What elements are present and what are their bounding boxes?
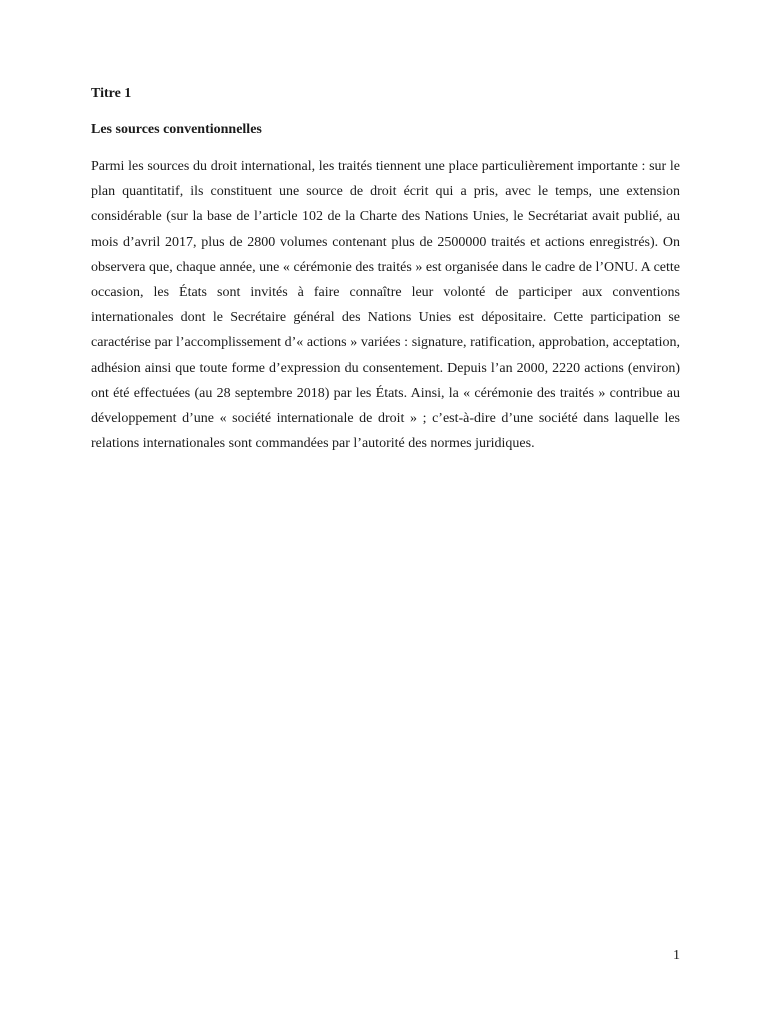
- document-title: Titre 1: [91, 86, 132, 101]
- body-paragraph: Parmi les sources du droit international, les traités tiennent une place particulièrement importante : sur le plan quantitatif, ils constituent une source de droit écrit qui a pris, avec le temps, une extension considérable (sur la base de l’article 102 de la Charte des Nations Unies, le Secrétariat avait publié, au mois d’avril 2017, plus de 2800 volumes contenant plus de 2500000 traités et actions enregistrés). On observera que, chaque année, une « cérémonie des traités » est organisée dans le cadre de l’ONU. A cette occasion, les États sont invités à faire connaître leur volonté de participer aux conventions internationales dont le Secrétaire général des Nations Unies est dépositaire. Cette participation se caractérise par l’accomplissement d’« actions » variées : signature, ratification, approbation, acceptation, adhésion ainsi que toute forme d’expression du consentement. Depuis l’an 2000, 2220 actions (environ) ont été effectuées (au 28 septembre 2018) par les États. Ainsi, la « cérémonie des traités » contribue au développement d’une « société internationale de droit » ; c’est-à-dire d’une société dans laquelle les relations internationales sont commandées par l’autorité des normes juridiques.: [91, 159, 680, 452]
- page-number: 1: [673, 948, 680, 963]
- page-content: [91, 84, 680, 456]
- section-heading: Les sources conventionnelles: [91, 122, 262, 137]
